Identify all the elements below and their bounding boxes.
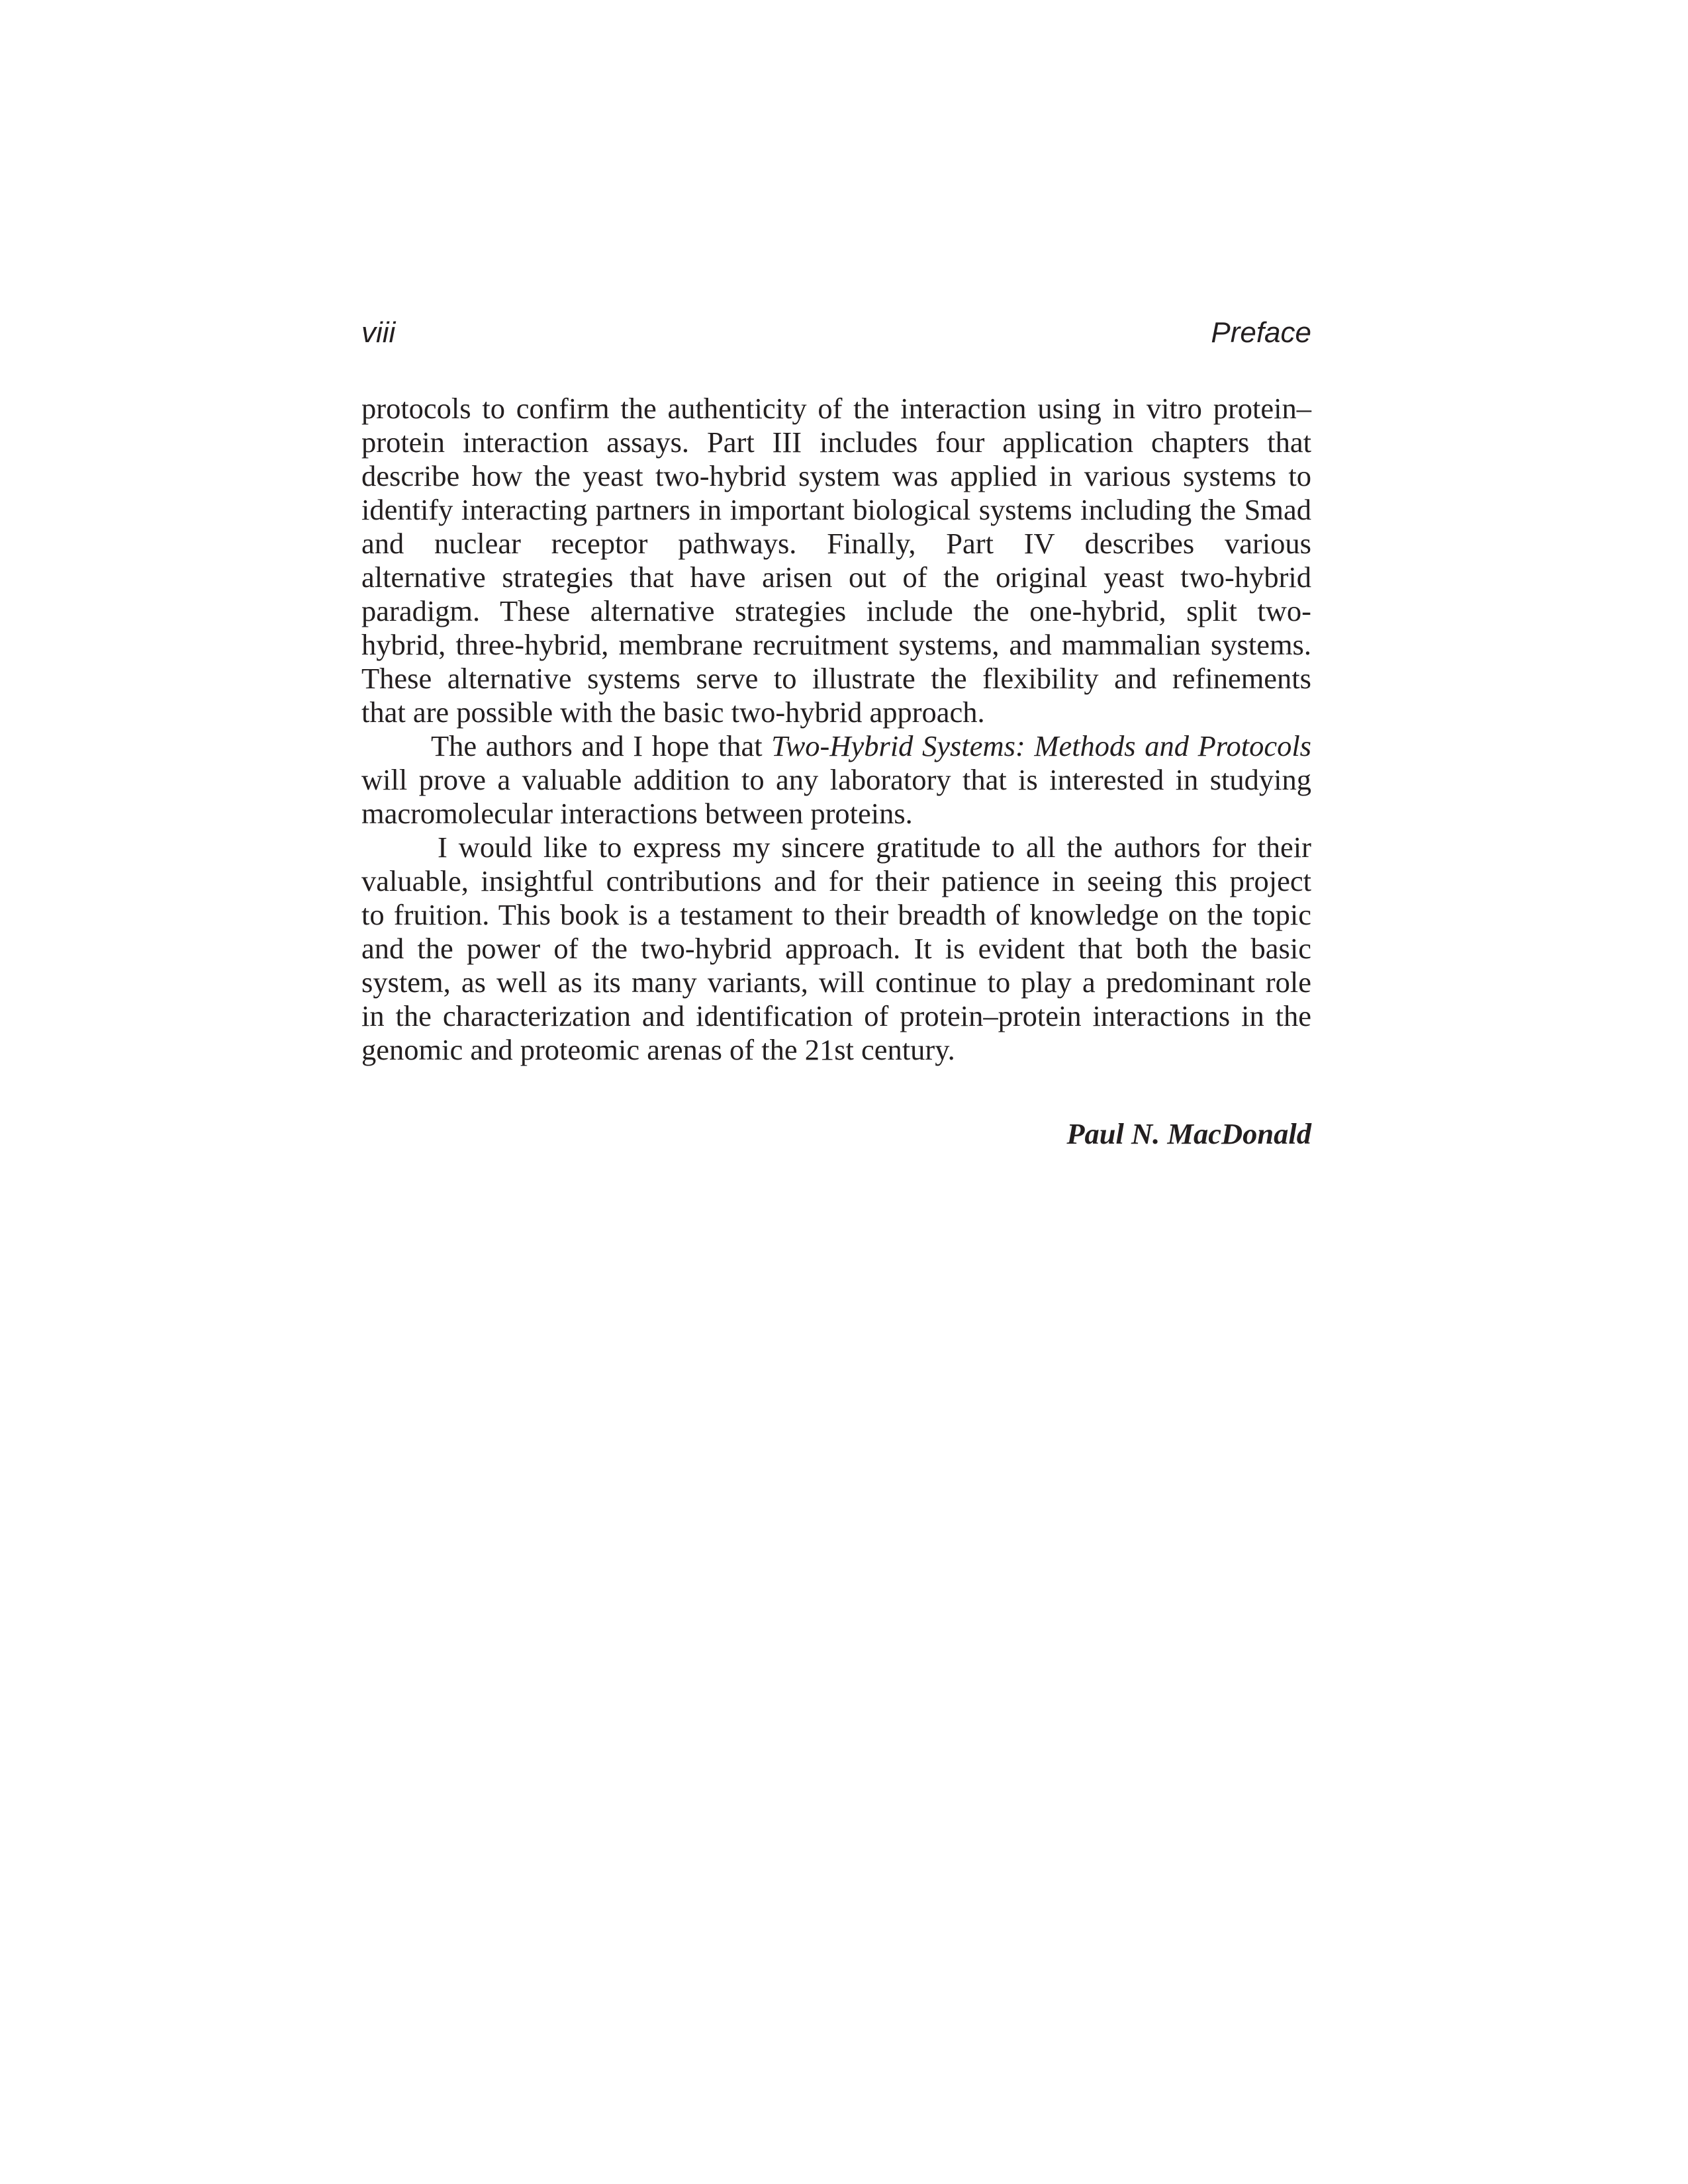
text-line: to fruition. This book is a testament to their breadth of knowledge on the topic <box>361 898 1311 931</box>
text-line: in the characterization and identification of protein–protein interactions in the <box>361 999 1311 1032</box>
author-signature: Paul N. MacDonald <box>1066 1117 1311 1150</box>
text-line: paradigm. These alternative strategies include the one-hybrid, split two- <box>361 594 1311 627</box>
text-line: valuable, insightful contributions and for their patience in seeing this project <box>361 864 1311 897</box>
text-line: and the power of the two-hybrid approach. It is evident that both the basic <box>361 932 1311 965</box>
text-segment: The authors and I hope that <box>431 729 772 762</box>
text-line: system, as well as its many variants, will continue to play a predominant role <box>361 966 1311 999</box>
text-line: hybrid, three-hybrid, membrane recruitment systems, and mammalian systems. <box>361 628 1311 661</box>
text-line: alternative strategies that have arisen out of the original yeast two-hybrid <box>361 561 1311 594</box>
text-line <box>361 729 1311 763</box>
text-line: macromolecular interactions between proteins. <box>361 797 913 830</box>
text-line: protein interaction assays. Part III includes four application chapters that <box>361 426 1311 459</box>
page-number: viii <box>361 316 396 349</box>
text-line: describe how the yeast two-hybrid system was applied in various systems to <box>361 459 1311 492</box>
text-line: These alternative systems serve to illustrate the flexibility and refinements <box>361 662 1311 695</box>
paragraph-2 <box>361 729 1311 831</box>
paragraph-1 <box>361 392 1311 729</box>
text-line: identify interacting partners in important biological systems including the Smad <box>361 493 1311 526</box>
book-title: Two-Hybrid Systems: Methods and Protocols <box>771 729 1311 762</box>
text-line: protocols to confirm the authenticity of the interaction using in vitro protein– <box>361 392 1311 425</box>
running-head: Preface <box>1211 316 1311 349</box>
text-line: genomic and proteomic arenas of the 21st century. <box>361 1033 955 1066</box>
text-line: I would like to express my sincere gratitude to all the authors for their <box>438 831 1311 864</box>
paragraph-3 <box>361 831 1311 1067</box>
text-line: and nuclear receptor pathways. Finally, Part IV describes various <box>361 527 1311 560</box>
text-line: that are possible with the basic two-hybrid approach. <box>361 696 985 729</box>
text-line: will prove a valuable addition to any laboratory that is interested in studying <box>361 763 1311 796</box>
preface-body <box>361 392 1311 1067</box>
